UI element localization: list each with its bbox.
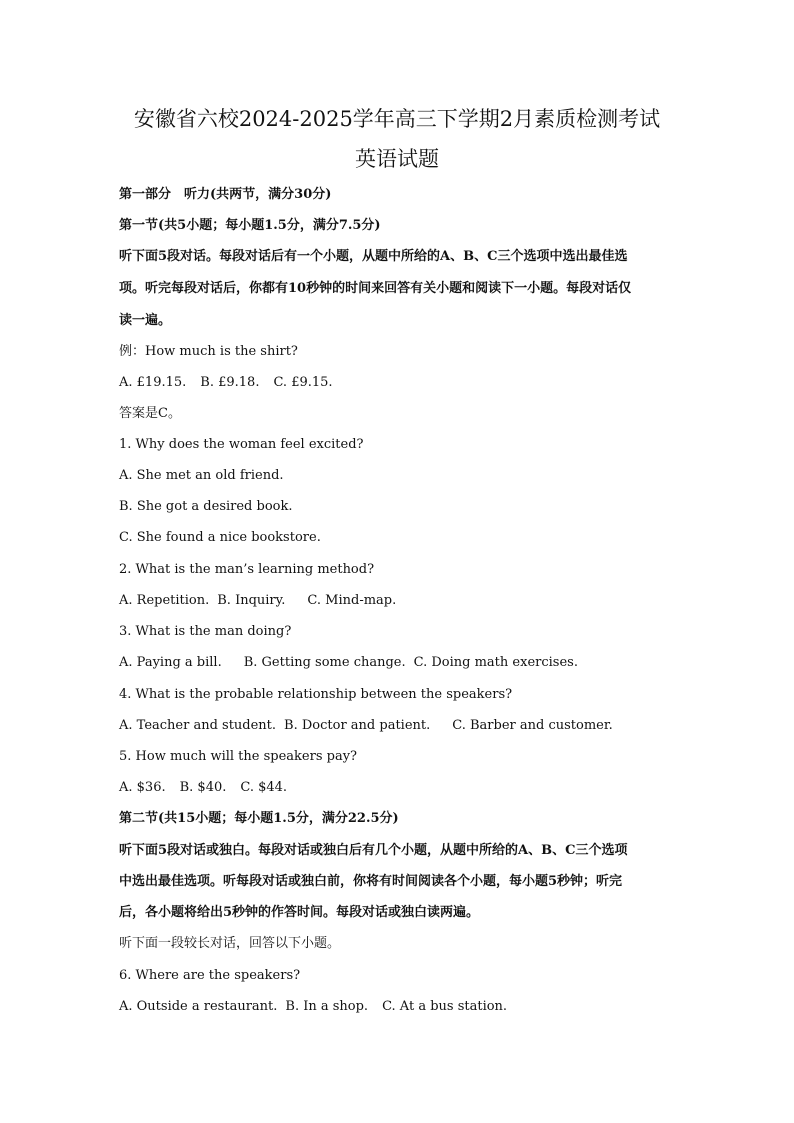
q6-option-c: C. At a bus station. [382,999,508,1014]
section1-heading: 第一节(共5小题；每小题1.5分，满分7.5分) [119,218,381,233]
exam-subtitle: 英语试题 [355,147,439,171]
q2-option-b: B. Inquiry. [217,593,286,608]
q4-option-c: C. Barber and customer. [452,718,613,733]
q5-option-a: A. $36. [119,780,166,795]
q2-option-c: C. Mind-map. [307,593,397,608]
q1-option-a: A. She met an old friend. [119,468,284,483]
q3-question: 3. What is the man doing? [119,624,292,639]
example-option-c: C. £9.15. [273,375,333,390]
section2-instruction-line-1: 听下面5段对话或独白。每段对话或独白后有几个小题，从题中所给的A、B、C三个选项 [119,843,628,858]
q5-options [119,779,287,797]
q5-question: 5. How much will the speakers pay? [119,749,358,764]
q3-option-c: C. Doing math exercises. [413,655,578,670]
section1-instruction-line-1: 听下面5段对话。每段对话后有一个小题，从题中所给的A、B、C三个选项中选出最佳选 [119,249,628,264]
part-heading: 第一部分 听力(共两节，满分30分) [119,187,332,202]
section2-instruction-line-2: 中选出最佳选项。听每段对话或独白前，你将有时间阅读各个小题，每小题5秒钟；听完 [119,874,623,889]
q4-question: 4. What is the probable relationship between the speakers? [119,687,513,702]
q3-options [119,654,578,672]
q1-option-c: C. She found a nice bookstore. [119,530,321,545]
q4-option-a: A. Teacher and student. [119,718,277,733]
exam-title: 安徽省六校2024-2025学年高三下学期2月素质检测考试 [133,107,661,131]
q3-option-a: A. Paying a bill. [119,655,222,670]
q6-options [119,998,507,1016]
section1-instruction-line-2: 项。听完每段对话后，你都有10秒钟的时间来回答有关小题和阅读下一小题。每段对话仅 [119,281,632,296]
q5-option-b: B. $40. [179,780,227,795]
q5-option-c: C. $44. [240,780,288,795]
q1-question: 1. Why does the woman feel excited? [119,437,364,452]
q2-option-a: A. Repetition. [119,593,210,608]
section2-instruction-line-3: 后，各小题将给出5秒钟的作答时间。每段对话或独白读两遍。 [119,905,480,920]
example-option-a: A. £19.15. [119,375,187,390]
q6-question: 6. Where are the speakers? [119,968,301,983]
section2-note: 听下面一段较长对话，回答以下小题。 [119,936,341,951]
q4-option-b: B. Doctor and patient. [284,718,431,733]
example-question: 例：How much is the shirt? [119,344,298,359]
q2-question: 2. What is the man’s learning method? [119,562,375,577]
q4-options [119,717,613,735]
q1-option-b: B. She got a desired book. [119,499,293,514]
section1-instruction-line-3: 读一遍。 [119,313,172,328]
q6-option-b: B. In a shop. [285,999,369,1014]
example-option-b: B. £9.18. [200,375,260,390]
section2-heading: 第二节(共15小题；每小题1.5分，满分22.5分) [119,811,399,826]
q2-options [119,592,396,610]
example-options [119,374,333,392]
example-answer: 答案是C。 [119,406,181,421]
q3-option-b: B. Getting some change. [243,655,406,670]
q6-option-a: A. Outside a restaurant. [119,999,278,1014]
